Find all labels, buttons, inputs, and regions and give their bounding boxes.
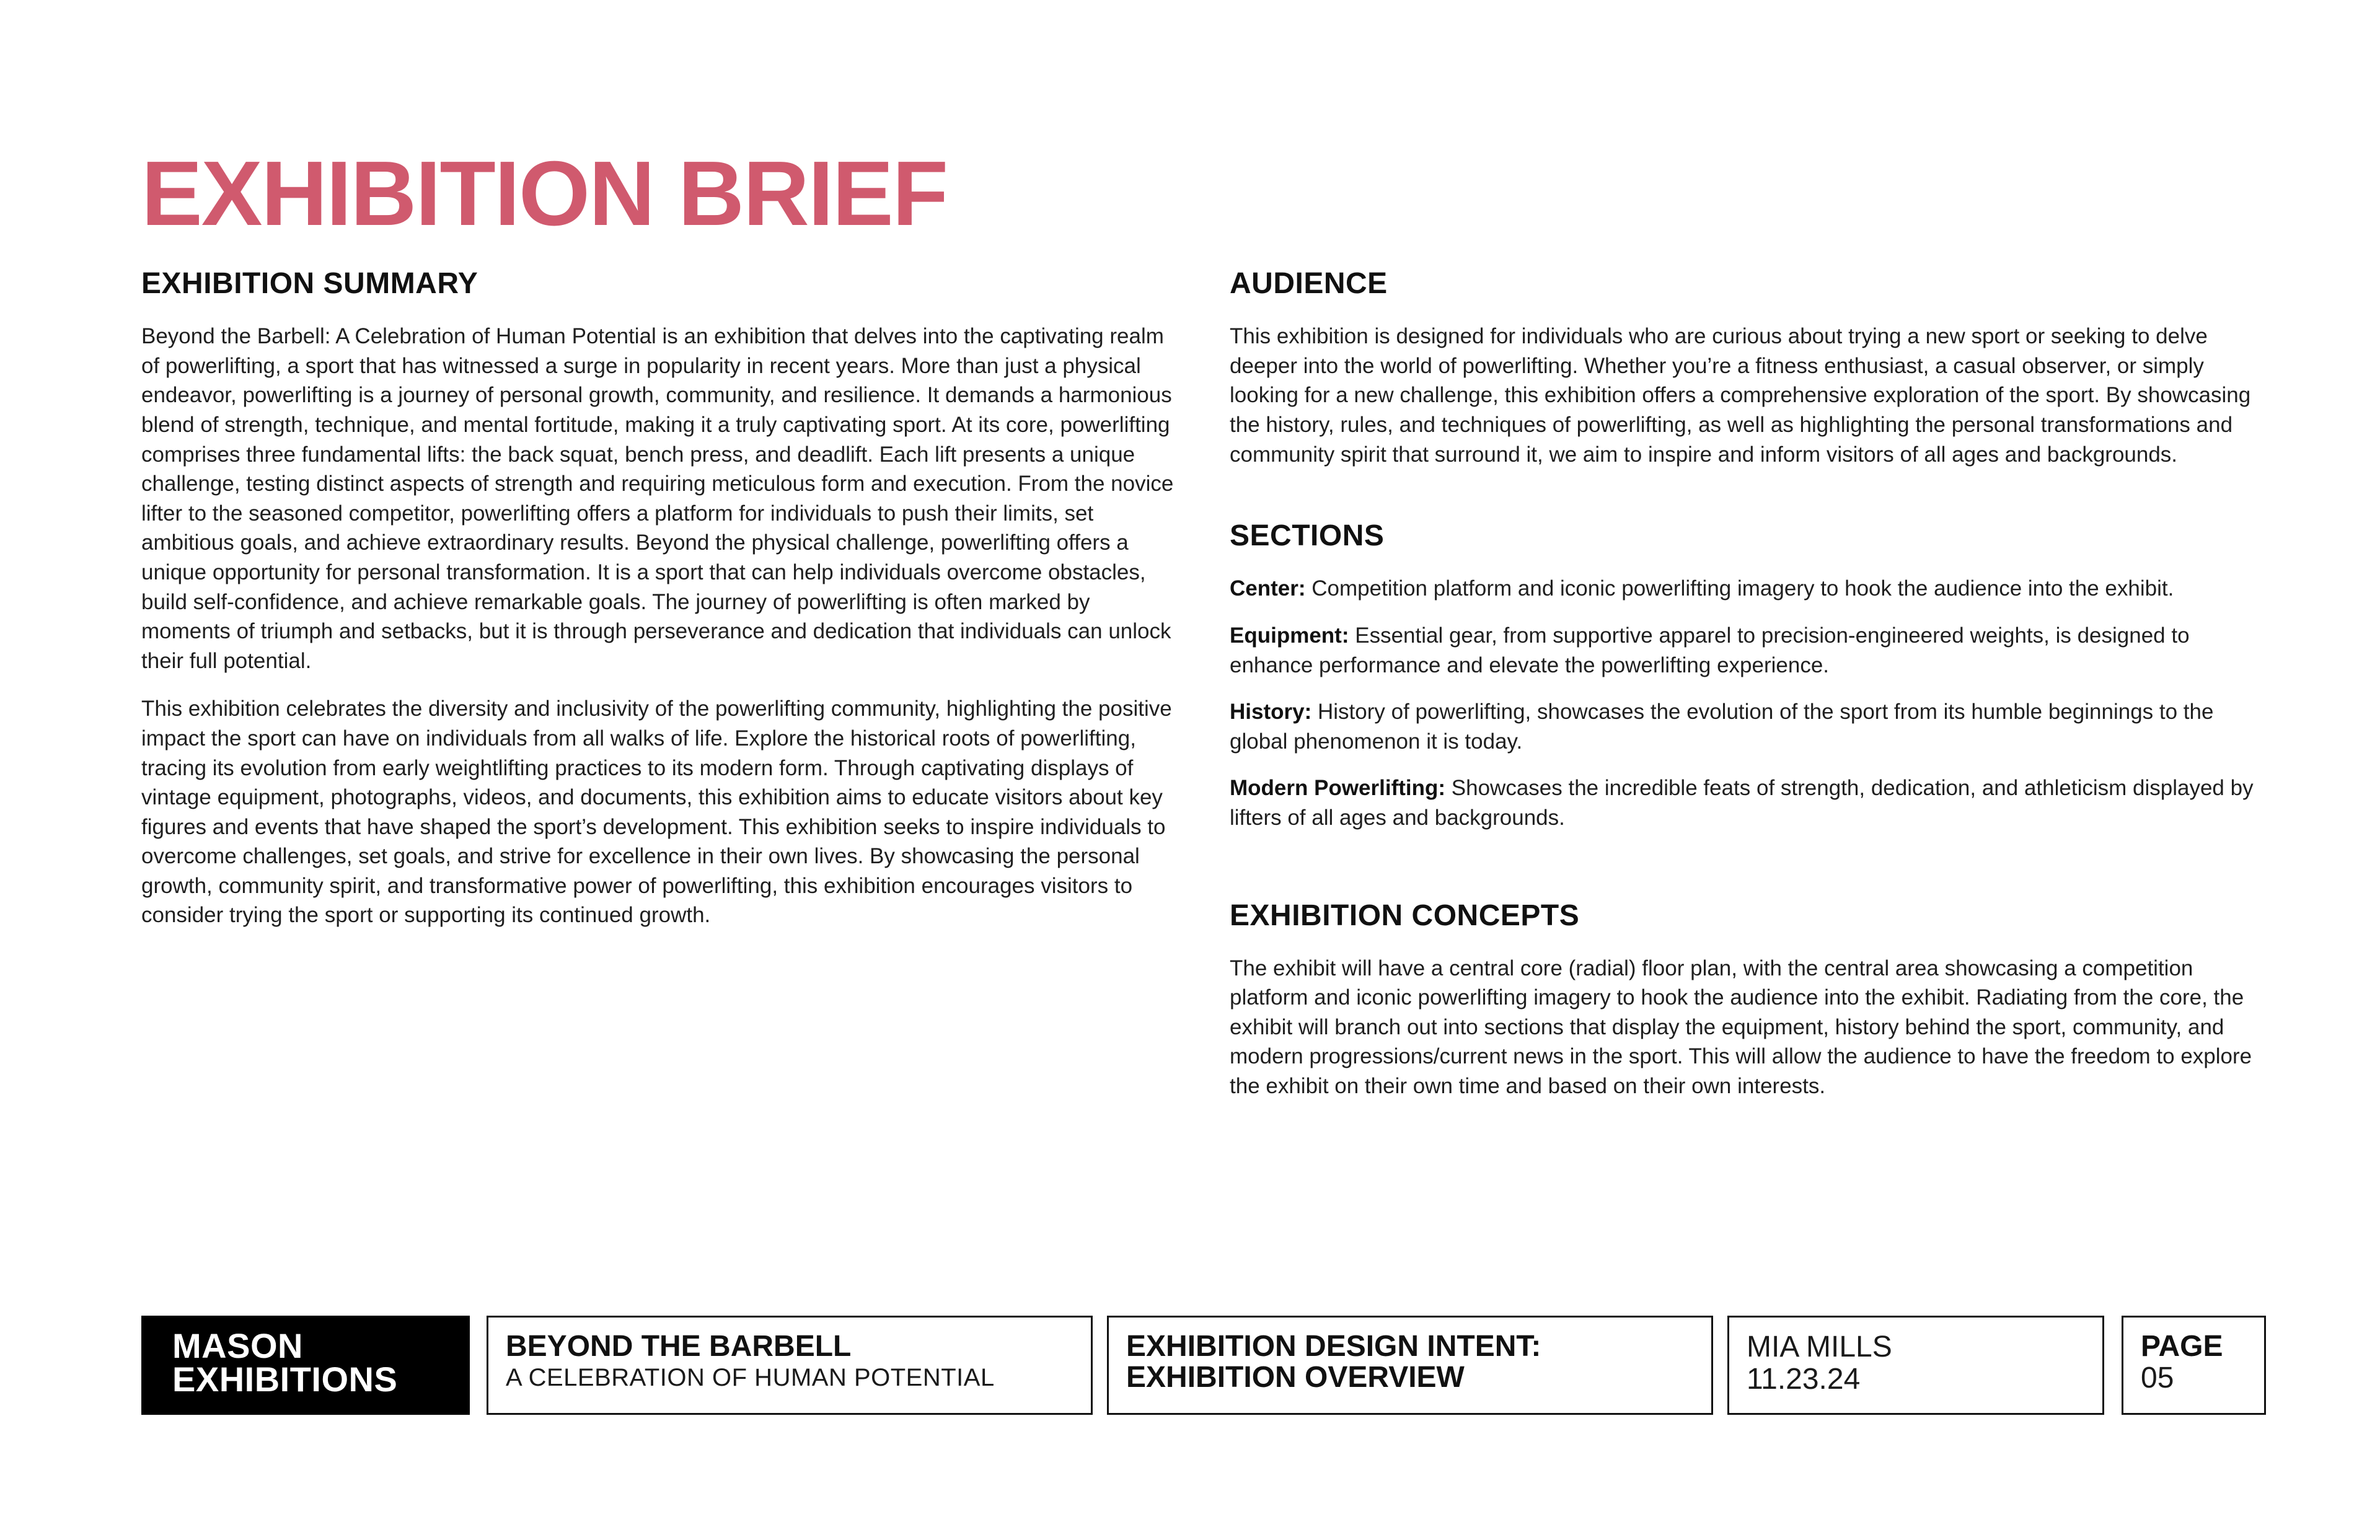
section-label: Equipment: xyxy=(1230,623,1349,648)
summary-paragraph: This exhibition celebrates the diversity and inclusivity of the powerlifting community, highlighting the positive impact the sport can have on individuals from all walks of life. Explore the historical roots of powerlifting, tracing its evolution from early weightlifting practices to its modern form. Through captivating displays of vintage equipment, photographs, videos, and documents, this exhibition aims to educate visitors about key figures and events that have shaped the sport’s development. This exhibition seeks to inspire individuals to overcome challenges, set goals, and strive for excellence in their own lives. By showcasing the personal growth, community spirit, and transformative power of powerlifting, this exhibition encourages visitors to consider trying the sport or supporting its continued growth. xyxy=(141,697,1172,928)
author-box xyxy=(1727,1316,2104,1415)
section-item-history xyxy=(1230,697,2271,756)
section-label: Center: xyxy=(1230,576,1306,601)
brand-name-line2: EXHIBITIONS xyxy=(172,1360,398,1399)
project-subtitle: A CELEBRATION OF HUMAN POTENTIAL xyxy=(506,1364,995,1391)
section-text: Showcases the incredible feats of strength, dedication, and athleticism displayed by lifters of all ages and backgrounds. xyxy=(1230,776,2254,830)
section-item-equipment xyxy=(1230,621,2271,680)
intent-line2: EXHIBITION OVERVIEW xyxy=(1126,1361,1465,1394)
sections-heading: SECTIONS xyxy=(1230,519,1385,553)
brand-block xyxy=(141,1316,470,1415)
summary-paragraph: Beyond the Barbell: A Celebration of Human Potential is an exhibition that delves into the captivating realm of powerlifting, a sport that has witnessed a surge in popularity in recent years. More than just a physical endeavor, powerlifting is a journey of personal growth, community, and resilience. It demands a harmonious blend of strength, technique, and mental fortitude, making it a truly captivating sport. At its core, powerlifting comprises three fundamental lifts: the back squat, bench press, and deadlift. Each lift presents a unique challenge, testing distinct aspects of strength and requiring meticulous form and execution. From the novice lifter to the seasoned competitor, powerlifting offers a platform for individuals to push their limits, set ambitious goals, and achieve extraordinary results. Beyond the physical challenge, powerlifting offers a unique opportunity for personal transformation. It is a sport that can help individuals overcome obstacles, build self-confidence, and achieve remarkable goals. The journey of powerlifting is often marked by moments of triumph and setbacks, but it is through perseverance and dedication that individuals can unlock their full potential. xyxy=(141,324,1174,673)
concepts-text: The exhibit will have a central core (radial) floor plan, with the central area showcasing a competition platform and iconic powerlifting imagery to hook the audience into the exhibit. Radiating from the core, the exhibit will branch out into sections that display the equipment, history behind the sport, community, and modern progressions/current news in the sport. This will allow the audience to have the freedom to explore the exhibit on their own time and based on their own interests. xyxy=(1230,956,2252,1099)
section-label: History: xyxy=(1230,700,1312,724)
audience-heading: AUDIENCE xyxy=(1230,267,1388,300)
page-label: PAGE xyxy=(2141,1330,2223,1363)
summary-column xyxy=(141,266,1183,949)
design-intent-box xyxy=(1107,1316,1713,1415)
section-text: Essential gear, from supportive apparel to precision-engineered weights, is designed to enhance performance and elevate the powerlifting experience. xyxy=(1230,623,2190,677)
author-date: 11.23.24 xyxy=(1747,1363,1861,1396)
author-name: MIA MILLS xyxy=(1747,1331,1892,1363)
section-item-center xyxy=(1230,574,2271,604)
page-box xyxy=(2122,1316,2266,1415)
audience-text: This exhibition is designed for individuals who are curious about trying a new sport or seeking to delve deeper into the world of powerlifting. Whether you’re a fitness enthusiast, a casual observer, or simply looking for a new challenge, this exhibition offers a comprehensive exploration of the sport. By showcasing the history, rules, and techniques of powerlifting, as well as highlighting the personal transformations and community spirit that surround it, we aim to inspire and inform visitors of all ages and backgrounds. xyxy=(1230,324,2251,467)
brand-name-line1: MASON xyxy=(172,1326,303,1365)
page-number: 05 xyxy=(2141,1362,2174,1394)
section-item-modern-powerlifting xyxy=(1230,773,2271,832)
concepts-heading: EXHIBITION CONCEPTS xyxy=(1230,899,1580,932)
section-label: Modern Powerlifting: xyxy=(1230,776,1446,801)
section-text: History of powerlifting, showcases the evolution of the sport from its humble beginnings to the global phenomenon it is today. xyxy=(1230,700,2214,754)
project-box xyxy=(487,1316,1093,1415)
section-text: Competition platform and iconic powerlifting imagery to hook the audience into the exhibit. xyxy=(1311,576,2174,601)
info-column xyxy=(1230,266,2271,1120)
summary-heading: EXHIBITION SUMMARY xyxy=(141,267,478,300)
intent-line1: EXHIBITION DESIGN INTENT: xyxy=(1126,1330,1541,1363)
project-title: BEYOND THE BARBELL xyxy=(506,1330,852,1363)
page-title: EXHIBITION BRIEF xyxy=(141,143,948,245)
